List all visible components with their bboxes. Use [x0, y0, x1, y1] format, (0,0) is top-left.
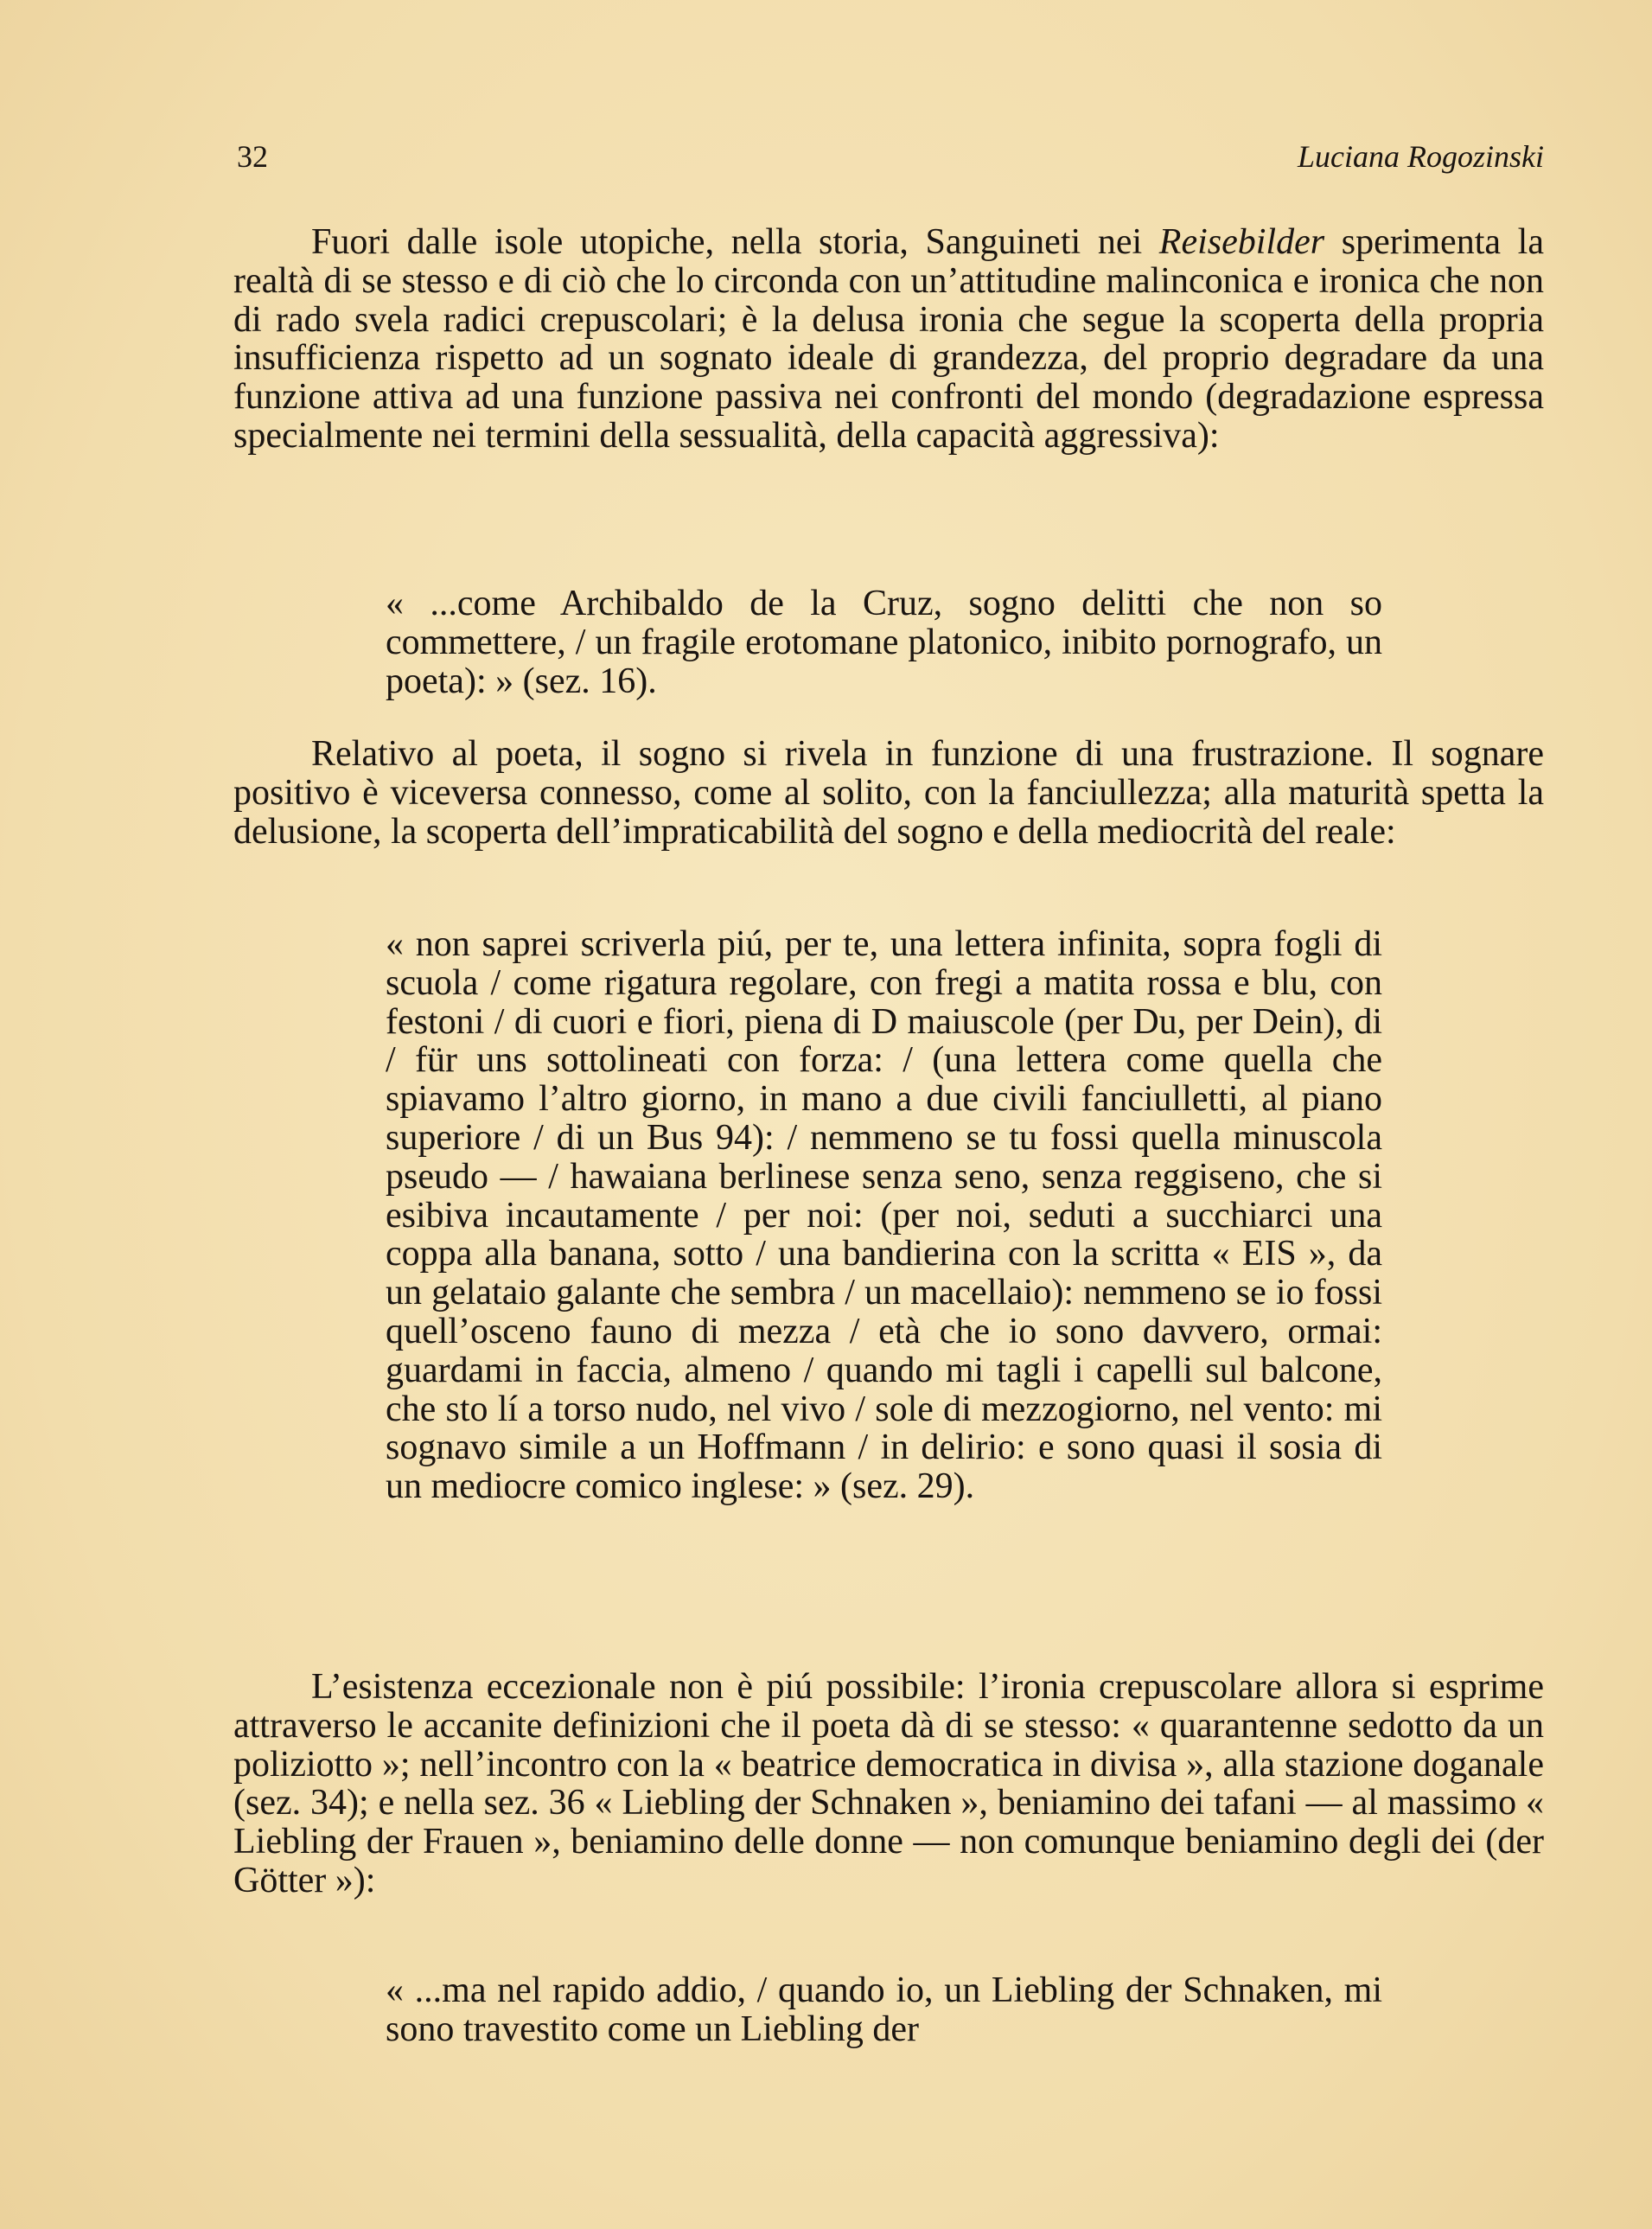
running-title: Luciana Rogozinski: [1298, 139, 1544, 174]
running-head: [233, 133, 1544, 180]
paragraph-3-text: L’esistenza eccezionale non è piú possibile: l’ironia crepuscolare allora si esprime attraverso le accanite definizioni che il poeta dà di se stesso: « quarantenne sedotto da un poliziotto »; nell’incontro con la « beatrice democratica in divisa », alla stazione doganale (sez. 34); e nella sez. 36 « Liebling der Schnaken », beniamino dei tafani — al massimo « Liebling der Frauen », beniamino delle donne — non comunque beniamino degli dei (der Götter »):: [233, 1667, 1544, 1900]
paragraph-1: [233, 223, 1544, 456]
paragraph-1-start: Fuori dalle isole utopiche, nella storia, Sanguineti nei: [311, 222, 1159, 262]
quotation-1-text: « ...come Archibaldo de la Cruz, sogno delitti che non so commettere, / un fragile erotomane platonico, inibito pornografo, un poeta): » (sez. 16).: [386, 584, 1382, 701]
quotation-2-text: « non saprei scriverla piú, per te, una lettera infinita, sopra fogli di scuola / come rigatura regolare, con fregi a matita rossa e blu, con festoni / di cuori e fiori, piena di D maiuscole (per Du, per Dein), di / für uns sottolineati con forza: / (una lettera come quella che spiavamo l’altro giorno, in mano a due civili fanciulletti, al piano superiore / di un Bus 94): / nemmeno se tu fossi quella minuscola pseudo — / hawaiana berlinese senza seno, senza reggiseno, che si esibiva incautamente / per noi: (per noi, seduti a succhiarci una coppa alla banana, sotto / una bandierina con la scritta « EIS », da un gelataio galante che sembra / un macellaio): nemmeno se io fossi quell’osceno fauno di mezza / età che io sono davvero, ormai: guardami in faccia, almeno / quando mi tagli i capelli sul balcone, che sto lí a torso nudo, nel vivo / sole di mezzogiorno, nel vento: mi sognavo simile a un Hoffmann / in delirio: e sono quasi il sosia di un mediocre comico inglese: » (sez. 29).: [386, 924, 1382, 1507]
quotation-3-text: « ...ma nel rapido addio, / quando io, un Liebling der Schnaken, mi sono travestito come un Liebling der: [386, 1970, 1382, 2049]
quotation-3: [386, 1971, 1382, 2049]
work-title: Reisebilder: [1158, 222, 1325, 262]
quotation-1: [386, 584, 1382, 700]
paragraph-2: [233, 735, 1544, 851]
page-number: 32: [237, 139, 268, 174]
quotation-2: [386, 925, 1382, 1506]
paragraph-3: [233, 1668, 1544, 1900]
paragraph-2-text: Relativo al poeta, il sogno si rivela in funzione di una frustrazione. Il sognare positivo è viceversa connesso, come al solito, con la fanciullezza; alla maturità spetta la delusione, la scoperta dell’impraticabilità del sogno e della mediocrità del reale:: [233, 734, 1544, 852]
paragraph-1-rest: sperimenta la realtà di se stesso e di ciò che lo circonda con un’attitudine malinconica e ironica che non di rado svela radici crepuscolari; è la delusa ironia che segue la scoperta della propria insufficienza rispetto ad un sognato ideale di grandezza, del proprio degradare da una funzione attiva ad una funzione passiva nei confronti del mondo (degradazione espressa specialmente nei termini della sessualità, della capacità aggressiva):: [233, 222, 1544, 456]
book-page: [233, 130, 1544, 2187]
